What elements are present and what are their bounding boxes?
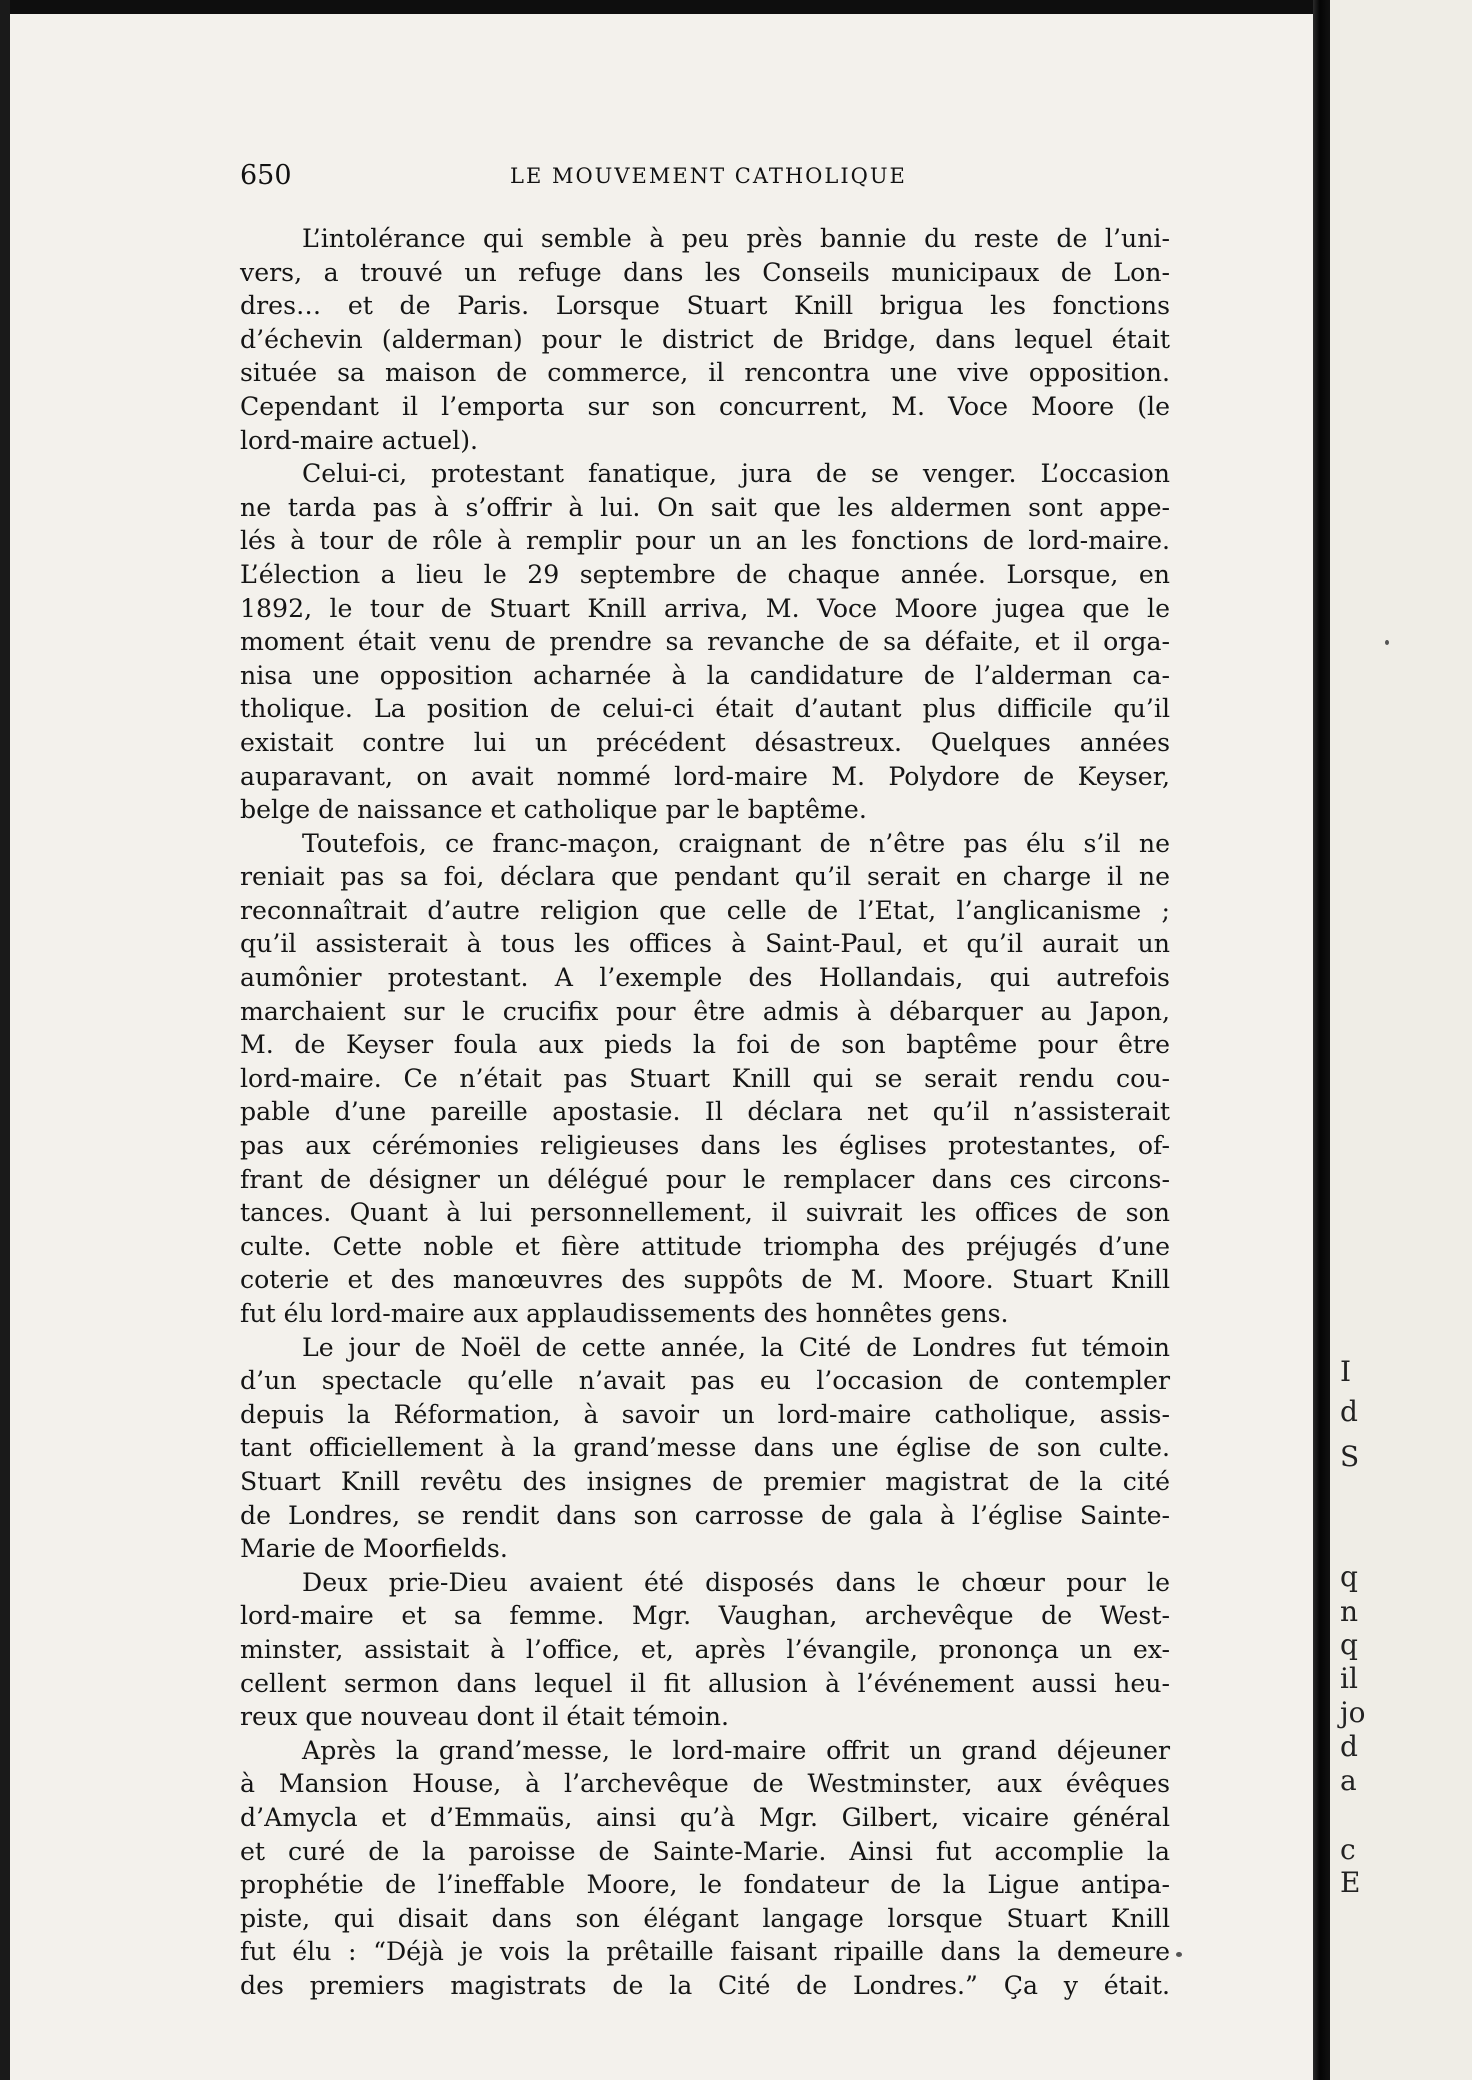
text-line: dres… et de Paris. Lorsque Stuart Knill brigua les fonctions xyxy=(240,291,1170,321)
text-line: M. de Keyser foula aux pieds la foi de son baptême pour être xyxy=(240,1030,1170,1060)
scan-speck xyxy=(1385,640,1389,645)
text-line: de Londres, se rendit dans son carrosse de gala à l’église Sainte- xyxy=(240,1500,1170,1530)
book-page xyxy=(240,160,1180,2000)
text-line: Deux prie-Dieu avaient été disposés dans le chœur pour le xyxy=(302,1567,1170,1597)
facing-page-fragment: S xyxy=(1340,1440,1360,1473)
text-line: d’Amycla et d’Emmaüs, ainsi qu’à Mgr. Gilbert, vicaire général xyxy=(240,1802,1170,1832)
text-line: reniait pas sa foi, déclara que pendant qu’il serait en charge il ne xyxy=(240,862,1170,892)
text-line: ne tarda pas à s’offrir à lui. On sait que les aldermen sont appe- xyxy=(240,492,1170,522)
text-line: cellent sermon dans lequel il fit allusion à l’événement aussi heu- xyxy=(240,1668,1170,1698)
book-gutter xyxy=(1313,0,1330,2080)
facing-page-fragment: d xyxy=(1340,1730,1358,1763)
text-line: aumônier protestant. A l’exemple des Hollandais, qui autrefois xyxy=(240,963,1170,993)
text-line: Stuart Knill revêtu des insignes de premier magistrat de la cité xyxy=(240,1466,1170,1496)
facing-page-fragment: jo xyxy=(1340,1696,1366,1729)
facing-page-fragment: c xyxy=(1340,1833,1356,1866)
page-number: 650 xyxy=(240,160,292,191)
page-header xyxy=(240,160,1180,200)
text-line: Cependant il l’emporta sur son concurrent, M. Voce Moore (le xyxy=(240,391,1170,421)
text-line: Marie de Moorfields. xyxy=(240,1534,508,1564)
text-line: fut élu lord-maire aux applaudissements des honnêtes gens. xyxy=(240,1299,1009,1328)
text-line: à Mansion House, à l’archevêque de Westminster, aux évêques xyxy=(240,1769,1170,1799)
text-line: coterie et des manœuvres des suppôts de M. Moore. Stuart Knill xyxy=(240,1265,1170,1295)
facing-page-fragment: n xyxy=(1340,1595,1359,1628)
text-line: d’échevin (alderman) pour le district de Bridge, dans lequel était xyxy=(240,324,1170,354)
facing-page-fragment: il xyxy=(1340,1662,1358,1695)
text-line: pas aux cérémonies religieuses dans les églises protestantes, of- xyxy=(240,1131,1170,1161)
text-line: Le jour de Noël de cette année, la Cité de Londres fut témoin xyxy=(302,1332,1170,1362)
text-line: prophétie de l’ineffable Moore, le fondateur de la Ligue antipa- xyxy=(240,1870,1170,1900)
text-line: qu’il assisterait à tous les offices à Saint-Paul, et qu’il aurait un xyxy=(240,929,1170,959)
facing-page-fragment: E xyxy=(1340,1866,1361,1899)
running-title: LE MOUVEMENT CATHOLIQUE xyxy=(510,164,907,188)
text-line: vers, a trouvé un refuge dans les Conseils municipaux de Lon- xyxy=(240,257,1170,287)
text-line: Toutefois, ce franc-maçon, craignant de n’être pas élu s’il ne xyxy=(302,828,1170,858)
text-line: L’élection a lieu le 29 septembre de chaque année. Lorsque, en xyxy=(240,559,1170,589)
text-line: Celui-ci, protestant fanatique, jura de se venger. L’occasion xyxy=(302,459,1170,489)
facing-page-fragment: d xyxy=(1340,1395,1358,1428)
text-line: existait contre lui un précédent désastreux. Quelques années xyxy=(240,727,1170,757)
text-line: marchaient sur le crucifix pour être admis à débarquer au Japon, xyxy=(240,996,1170,1026)
body-text xyxy=(240,222,1170,2002)
facing-page-fragment: I xyxy=(1340,1355,1352,1388)
facing-page-fragment: q xyxy=(1340,1628,1358,1661)
text-line: située sa maison de commerce, il rencontra une vive opposition. xyxy=(240,358,1170,388)
text-line: et curé de la paroisse de Sainte-Marie. Ainsi fut accomplie la xyxy=(240,1836,1170,1866)
text-line: culte. Cette noble et fière attitude triompha des préjugés d’une xyxy=(240,1231,1170,1261)
scan-border-left xyxy=(0,0,10,2080)
text-line: 1892, le tour de Stuart Knill arriva, M. Voce Moore jugea que le xyxy=(240,593,1170,623)
text-line: lord-maire. Ce n’était pas Stuart Knill qui se serait rendu cou- xyxy=(240,1063,1170,1093)
text-line: belge de naissance et catholique par le baptême. xyxy=(240,795,867,825)
text-line: d’un spectacle qu’elle n’avait pas eu l’occasion de contempler xyxy=(240,1366,1170,1396)
text-line: nisa une opposition acharnée à la candidature de l’alderman ca- xyxy=(240,660,1170,690)
text-line: reconnaîtrait d’autre religion que celle de l’Etat, l’anglicanisme ; xyxy=(240,895,1170,925)
text-line: des premiers magistrats de la Cité de Londres.” Ça y était. xyxy=(240,1970,1170,2000)
text-line: tant officiellement à la grand’messe dans une église de son culte. xyxy=(240,1433,1170,1463)
text-line: lord-maire actuel). xyxy=(240,425,479,455)
text-line: lord-maire et sa femme. Mgr. Vaughan, archevêque de West- xyxy=(240,1601,1170,1631)
facing-page-edge xyxy=(1330,0,1472,2080)
text-line: frant de désigner un délégué pour le remplacer dans ces circons- xyxy=(240,1164,1170,1194)
scan-speck xyxy=(1176,1952,1182,1957)
text-line: moment était venu de prendre sa revanche de sa défaite, et il orga- xyxy=(240,627,1170,657)
scan-border-top xyxy=(0,0,1472,14)
text-line: tholique. La position de celui-ci était d’autant plus difficile qu’il xyxy=(240,694,1170,724)
facing-page-fragment: a xyxy=(1340,1764,1357,1797)
text-line: tances. Quant à lui personnellement, il suivrait les offices de son xyxy=(240,1198,1170,1228)
facing-page-fragment: q xyxy=(1340,1560,1358,1593)
text-line: Après la grand’messe, le lord-maire offrit un grand déjeuner xyxy=(302,1735,1170,1765)
text-line: piste, qui disait dans son élégant langage lorsque Stuart Knill xyxy=(240,1903,1170,1933)
text-line: auparavant, on avait nommé lord-maire M. Polydore de Keyser, xyxy=(240,761,1170,791)
text-line: lés à tour de rôle à remplir pour un an les fonctions de lord-maire. xyxy=(240,526,1170,556)
text-line: L’intolérance qui semble à peu près bannie du reste de l’uni- xyxy=(302,224,1170,253)
text-line: pable d’une pareille apostasie. Il déclara net qu’il n’assisterait xyxy=(240,1097,1170,1127)
text-line: fut élu : “Déjà je vois la prêtaille faisant ripaille dans la demeure xyxy=(240,1937,1170,1967)
text-line: minster, assistait à l’office, et, après l’évangile, prononça un ex- xyxy=(240,1634,1170,1664)
text-line: depuis la Réformation, à savoir un lord-maire catholique, assis- xyxy=(240,1399,1170,1429)
text-line: reux que nouveau dont il était témoin. xyxy=(240,1702,729,1732)
